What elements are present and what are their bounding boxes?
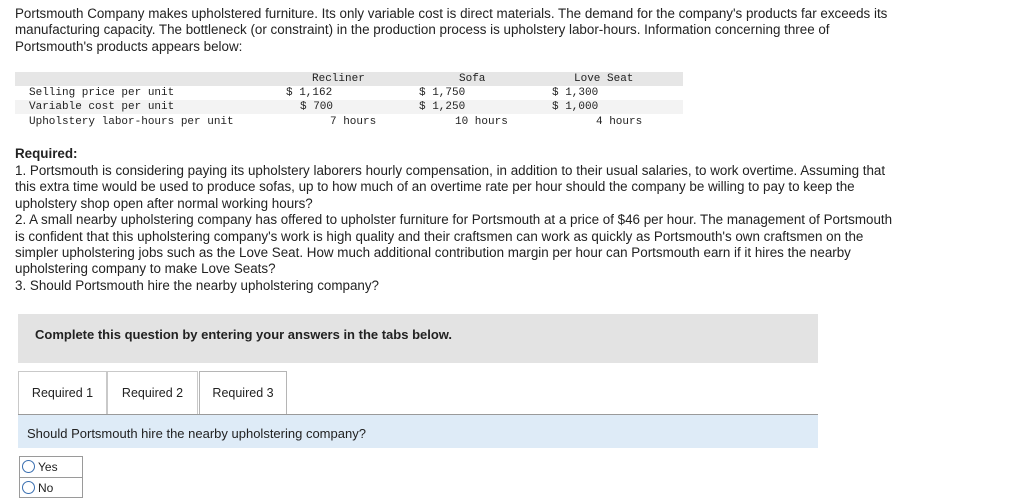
cell-sofa-cost: $ 1,250 — [419, 101, 466, 113]
cell-recliner-cost: $ 700 — [300, 101, 334, 113]
question-bar — [18, 415, 818, 448]
required-heading: Required: — [15, 146, 78, 161]
instructions-banner — [18, 314, 818, 363]
required-list — [15, 163, 895, 294]
tab-required-1[interactable]: Required 1 — [18, 371, 107, 414]
option-no[interactable] — [20, 478, 82, 498]
radio-yes[interactable] — [22, 460, 35, 473]
required-item-1: 1. Portsmouth is considering paying its upholstery laborers hourly compensation, in addition to their usual salaries, to work overtime. Assuming that this extra time would be used to produce sofas, up to how much of an overtime rate per hour should the company be willing to pay to keep the upholstery shop open after normal working hours? — [15, 163, 886, 211]
column-header-sofa: Sofa — [459, 73, 486, 85]
banner-text: Complete this question by entering your answers in the tabs below. — [35, 327, 453, 342]
cell-loveseat-price: $ 1,300 — [552, 87, 599, 99]
row-label-labor-hours: Upholstery labor-hours per unit — [29, 116, 234, 128]
cell-sofa-price: $ 1,750 — [419, 87, 466, 99]
cell-recliner-price: $ 1,162 — [286, 87, 333, 99]
column-header-love-seat: Love Seat — [574, 73, 634, 85]
problem-intro: Portsmouth Company makes upholstered furniture. Its only variable cost is direct materials. The demand for the company's products far exceeds its manufacturing capacity. The bottleneck (or constraint) in the production process is upholstery labor-hours. Information concerning three of Portsmouth's products appears below: — [15, 6, 888, 54]
column-header-recliner: Recliner — [312, 73, 365, 85]
answer-options — [19, 456, 83, 498]
row-label-selling-price: Selling price per unit — [29, 87, 175, 99]
cell-loveseat-hours: 4 hours — [596, 116, 643, 128]
cell-loveseat-cost: $ 1,000 — [552, 101, 599, 113]
radio-no[interactable] — [22, 481, 35, 494]
question-text: Should Portsmouth hire the nearby upholstering company? — [27, 426, 366, 441]
option-yes-label: Yes — [38, 460, 58, 474]
option-no-label: No — [38, 481, 54, 495]
cell-recliner-hours: 7 hours — [330, 116, 377, 128]
required-item-3: 3. Should Portsmouth hire the nearby upholstering company? — [15, 277, 379, 293]
cell-sofa-hours: 10 hours — [455, 116, 508, 128]
option-yes[interactable] — [20, 457, 82, 477]
row-label-variable-cost: Variable cost per unit — [29, 101, 175, 113]
tab-required-3[interactable]: Required 3 — [199, 371, 287, 415]
tab-required-2[interactable]: Required 2 — [107, 371, 198, 414]
required-item-2: 2. A small nearby upholstering company has offered to upholster furniture for Portsmouth at a price of $46 per hour. The management of Portsmouth is confident that this upholstering company's work is high quality and their craftsmen can work as quickly as Portsmouth's own craftsmen on the simpler upholstering jobs such as the Love Seat. How much additional contribution margin per hour can Portsmouth earn if it hires the nearby upholstering company to make Love Seats? — [15, 212, 893, 277]
